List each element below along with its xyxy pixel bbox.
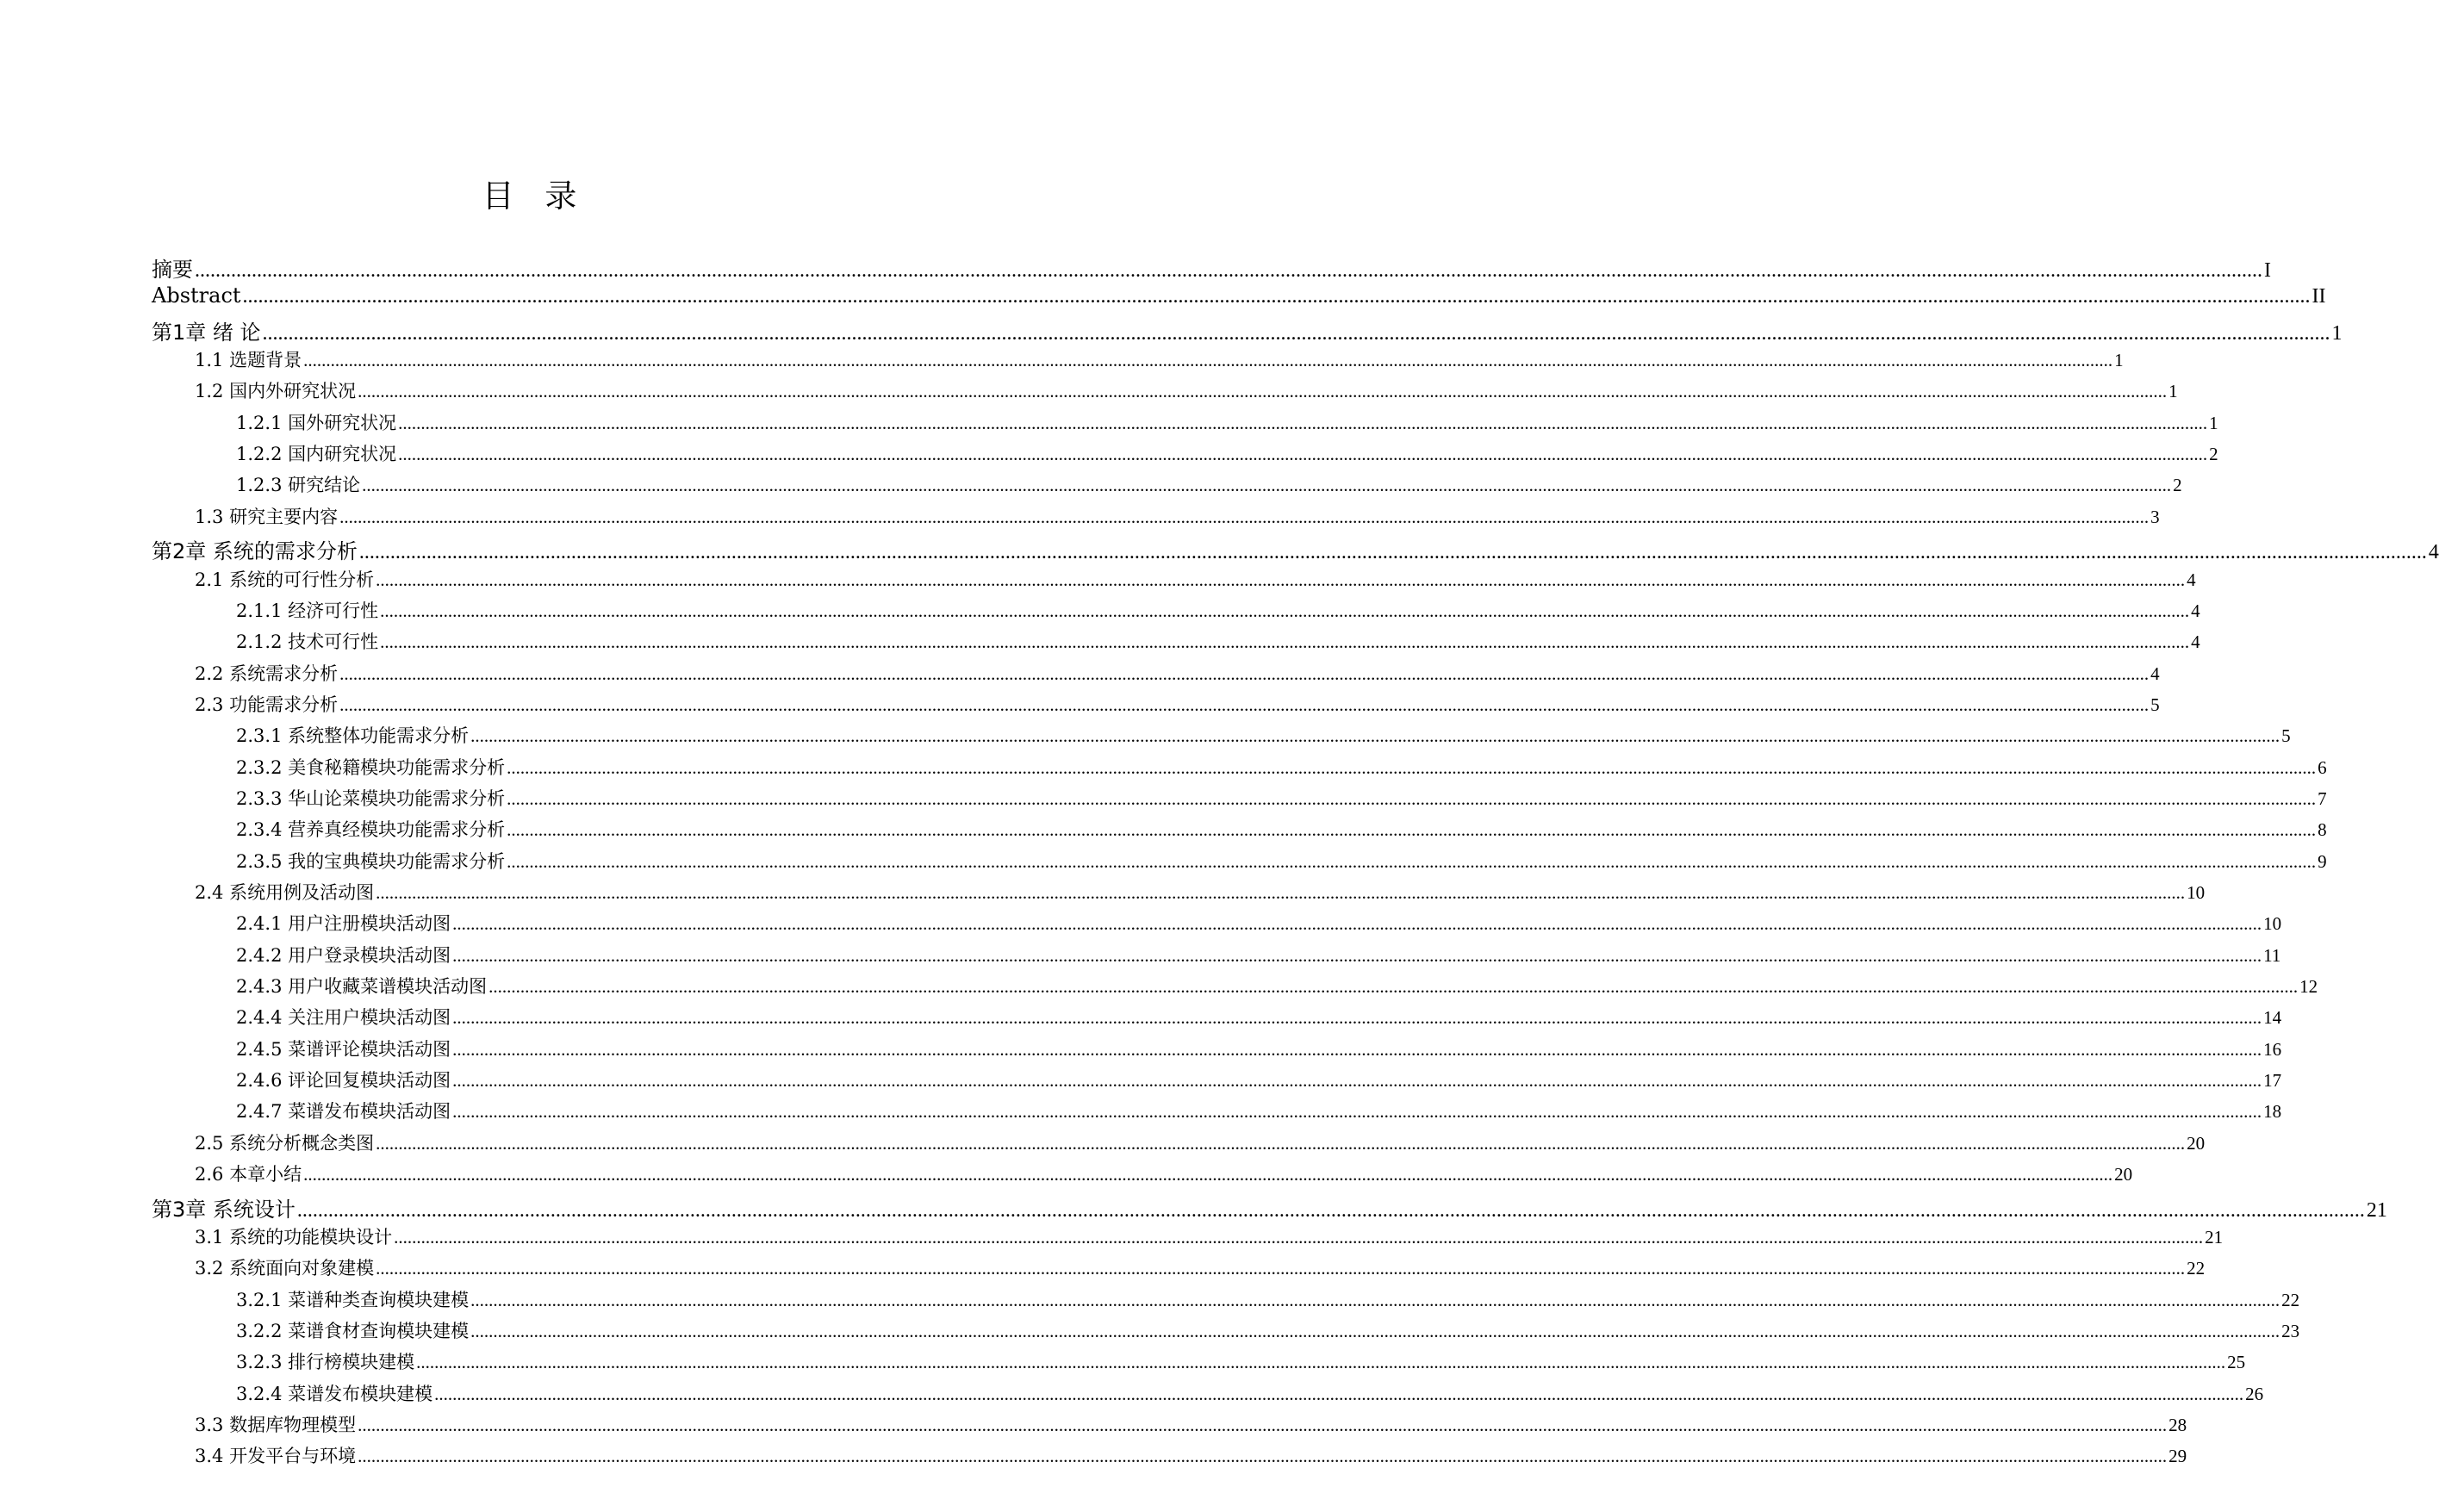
- toc-entry[interactable]: [195, 1129, 2206, 1159]
- toc-entry-page-number: 28: [2168, 1415, 2187, 1435]
- toc-entry-title: 2.1.2 技术可行性: [236, 632, 379, 652]
- toc-leader-dots: ................................................................................................................................................................................................................................................................................................................................................................................................................: [358, 1446, 2168, 1466]
- toc-leader-dots: ................................................................................................................................................................................................................................................................................................................................................................................................................: [303, 350, 2113, 370]
- toc-leader-dots: ................................................................................................................................................................................................................................................................................................................................................................................................................: [507, 788, 2317, 809]
- toc-entry[interactable]: [236, 1348, 2246, 1378]
- toc-entry-title: 3.1 系统的功能模块设计: [195, 1227, 393, 1248]
- toc-entry[interactable]: [236, 1286, 2300, 1316]
- toc-leader-dots: ................................................................................................................................................................................................................................................................................................................................................................................................................: [434, 1384, 2244, 1404]
- toc-entry-title: 第1章 绪 论: [152, 320, 261, 345]
- toc-entry-page-number: 5: [2281, 725, 2291, 746]
- toc-entry[interactable]: [236, 1036, 2282, 1065]
- toc-title: 目 录: [482, 177, 588, 215]
- toc-entry[interactable]: [236, 628, 2200, 657]
- toc-entry[interactable]: [236, 973, 2318, 1002]
- toc-leader-dots: ................................................................................................................................................................................................................................................................................................................................................................................................................: [452, 1039, 2262, 1060]
- toc-entry[interactable]: [236, 722, 2291, 751]
- toc-entry[interactable]: [236, 910, 2282, 939]
- toc-entry[interactable]: [152, 1192, 2387, 1222]
- toc-entry-page-number: 14: [2263, 1007, 2282, 1028]
- toc-leader-dots: ................................................................................................................................................................................................................................................................................................................................................................................................................: [358, 1415, 2168, 1435]
- toc-leader-dots: ................................................................................................................................................................................................................................................................................................................................................................................................................: [362, 475, 2172, 495]
- toc-entry-page-number: 5: [2150, 694, 2160, 715]
- toc-entry-page-number: 4: [2187, 569, 2196, 590]
- toc-entry-title: 3.3 数据库物理模型: [195, 1415, 357, 1435]
- toc-entry[interactable]: [236, 816, 2327, 845]
- toc-entry-title: 2.3.2 美食秘籍模块功能需求分析: [236, 757, 506, 778]
- toc-leader-dots: ................................................................................................................................................................................................................................................................................................................................................................................................................: [470, 725, 2280, 746]
- toc-entry-title: 2.4.4 关注用户模块活动图: [236, 1007, 451, 1028]
- toc-leader-dots: ................................................................................................................................................................................................................................................................................................................................................................................................................: [376, 569, 2186, 590]
- toc-entry-title: 2.4.6 评论回复模块活动图: [236, 1070, 451, 1091]
- toc-leader-dots: ................................................................................................................................................................................................................................................................................................................................................................................................................: [339, 507, 2150, 527]
- toc-entry-title: 2.5 系统分析概念类图: [195, 1133, 375, 1154]
- toc-entry-title: 3.2.1 菜谱种类查询模块建模: [236, 1290, 470, 1310]
- toc-entry-page-number: 8: [2318, 819, 2327, 840]
- toc-entry-title: 2.3.4 营养真经模块功能需求分析: [236, 819, 506, 840]
- toc-leader-dots: ................................................................................................................................................................................................................................................................................................................................................................................................................: [358, 541, 2427, 563]
- toc-entry-page-number: 16: [2263, 1039, 2282, 1060]
- toc-leader-dots: ................................................................................................................................................................................................................................................................................................................................................................................................................: [380, 632, 2190, 652]
- toc-entry[interactable]: [195, 503, 2160, 532]
- toc-entry-page-number: 2: [2209, 444, 2218, 464]
- toc-entry[interactable]: [236, 848, 2327, 877]
- toc-leader-dots: ................................................................................................................................................................................................................................................................................................................................................................................................................: [452, 1007, 2262, 1028]
- toc-entry-page-number: 4: [2191, 632, 2200, 652]
- toc-entry-title: 2.3.1 系统整体功能需求分析: [236, 725, 470, 746]
- toc-entry-title: 3.2.4 菜谱发布模块建模: [236, 1384, 433, 1404]
- toc-entry[interactable]: [236, 440, 2218, 470]
- toc-entry-title: 摘要: [152, 258, 193, 282]
- toc-entry-title: 第3章 系统设计: [152, 1198, 296, 1222]
- toc-entry-page-number: 1: [2114, 350, 2124, 370]
- toc-entry-page-number: 21: [2366, 1199, 2387, 1222]
- toc-entry-title: 第2章 系统的需求分析: [152, 539, 358, 563]
- toc-entry[interactable]: [152, 534, 2439, 563]
- toc-entry[interactable]: [236, 1317, 2300, 1347]
- toc-entry-page-number: 4: [2428, 541, 2439, 563]
- toc-entry[interactable]: [152, 252, 2271, 282]
- toc-leader-dots: ................................................................................................................................................................................................................................................................................................................................................................................................................: [452, 945, 2262, 966]
- toc-entry[interactable]: [236, 1004, 2282, 1033]
- toc-entry[interactable]: [236, 1067, 2282, 1096]
- toc-entry-page-number: 29: [2168, 1446, 2187, 1466]
- toc-entry[interactable]: [236, 471, 2182, 501]
- toc-leader-dots: ................................................................................................................................................................................................................................................................................................................................................................................................................: [398, 413, 2208, 433]
- toc-entry-title: 2.4 系统用例及活动图: [195, 882, 375, 903]
- toc-entry-page-number: 22: [2187, 1258, 2206, 1279]
- toc-entry-title: 2.1.1 经济可行性: [236, 600, 379, 621]
- toc-entry-title: 2.3.5 我的宝典模块功能需求分析: [236, 851, 506, 872]
- toc-entry-page-number: 20: [2114, 1164, 2133, 1185]
- toc-leader-dots: ................................................................................................................................................................................................................................................................................................................................................................................................................: [242, 285, 2311, 308]
- toc-leader-dots: ................................................................................................................................................................................................................................................................................................................................................................................................................: [376, 1258, 2186, 1279]
- toc-leader-dots: ................................................................................................................................................................................................................................................................................................................................................................................................................: [507, 819, 2317, 840]
- toc-entry[interactable]: [195, 1223, 2224, 1253]
- toc-leader-dots: ................................................................................................................................................................................................................................................................................................................................................................................................................: [507, 851, 2317, 872]
- toc-entry-page-number: II: [2311, 285, 2326, 308]
- toc-entry-page-number: 9: [2318, 851, 2327, 872]
- toc-leader-dots: ................................................................................................................................................................................................................................................................................................................................................................................................................: [195, 259, 2262, 282]
- toc-entry-page-number: 1: [2331, 322, 2343, 345]
- toc-entry[interactable]: [236, 1380, 2264, 1409]
- toc-entry[interactable]: [236, 1098, 2282, 1127]
- toc-entry[interactable]: [236, 785, 2327, 814]
- toc-leader-dots: ................................................................................................................................................................................................................................................................................................................................................................................................................: [452, 1070, 2262, 1091]
- toc-entry-title: 2.6 本章小结: [195, 1164, 302, 1185]
- toc-entry-title: 2.4.2 用户登录模块活动图: [236, 945, 451, 966]
- toc-entry-title: 3.2.2 菜谱食材查询模块建模: [236, 1321, 470, 1341]
- toc-leader-dots: ................................................................................................................................................................................................................................................................................................................................................................................................................: [339, 663, 2150, 684]
- toc-entry[interactable]: [236, 409, 2218, 439]
- toc-entry-page-number: 21: [2205, 1227, 2224, 1248]
- toc-entry-title: 2.4.5 菜谱评论模块活动图: [236, 1039, 451, 1060]
- toc-leader-dots: ................................................................................................................................................................................................................................................................................................................................................................................................................: [339, 694, 2150, 715]
- toc-leader-dots: ................................................................................................................................................................................................................................................................................................................................................................................................................: [376, 1133, 2186, 1154]
- toc-entry[interactable]: [152, 315, 2343, 345]
- toc-entry-title: 2.4.3 用户收藏菜谱模块活动图: [236, 976, 488, 997]
- toc-leader-dots: ................................................................................................................................................................................................................................................................................................................................................................................................................: [398, 444, 2208, 464]
- toc-entry[interactable]: [195, 1254, 2206, 1284]
- toc-entry[interactable]: [236, 754, 2327, 783]
- toc-entry-page-number: 25: [2227, 1352, 2246, 1372]
- toc-entry-title: 1.2.2 国内研究状况: [236, 444, 397, 464]
- toc-leader-dots: ................................................................................................................................................................................................................................................................................................................................................................................................................: [416, 1352, 2226, 1372]
- toc-entry-title: 2.3 功能需求分析: [195, 694, 339, 715]
- toc-entry-page-number: 18: [2263, 1101, 2282, 1122]
- toc-entry-title: 3.2 系统面向对象建模: [195, 1258, 375, 1279]
- toc-entry[interactable]: [195, 660, 2160, 689]
- toc-entry[interactable]: [236, 942, 2281, 971]
- toc-entry-title: 3.2.3 排行榜模块建模: [236, 1352, 415, 1372]
- toc-entry-page-number: 17: [2263, 1070, 2282, 1091]
- toc-entry-page-number: 4: [2150, 663, 2160, 684]
- toc-entry-page-number: 23: [2281, 1321, 2300, 1341]
- toc-entry-title: 1.3 研究主要内容: [195, 507, 339, 527]
- toc-entry[interactable]: [195, 377, 2178, 407]
- toc-entry[interactable]: [152, 283, 2326, 313]
- toc-leader-dots: ................................................................................................................................................................................................................................................................................................................................................................................................................: [507, 757, 2317, 778]
- toc-entry[interactable]: [236, 597, 2200, 626]
- toc-entry-title: 1.2.1 国外研究状况: [236, 413, 397, 433]
- toc-entry-title: 1.1 选题背景: [195, 350, 302, 370]
- toc-leader-dots: ................................................................................................................................................................................................................................................................................................................................................................................................................: [470, 1321, 2280, 1341]
- toc-entry-page-number: 12: [2299, 976, 2318, 997]
- toc-leader-dots: ................................................................................................................................................................................................................................................................................................................................................................................................................: [376, 882, 2186, 903]
- toc-entry-title: 1.2 国内外研究状况: [195, 381, 357, 401]
- toc-entry-title: 2.4.1 用户注册模块活动图: [236, 913, 451, 934]
- toc-entry[interactable]: [195, 1411, 2187, 1440]
- toc-leader-dots: ................................................................................................................................................................................................................................................................................................................................................................................................................: [296, 1199, 2365, 1222]
- toc-entry-page-number: 2: [2173, 475, 2182, 495]
- toc-entry-title: 2.1 系统的可行性分析: [195, 569, 375, 590]
- toc-leader-dots: ................................................................................................................................................................................................................................................................................................................................................................................................................: [394, 1227, 2204, 1248]
- toc-leader-dots: ................................................................................................................................................................................................................................................................................................................................................................................................................: [303, 1164, 2113, 1185]
- toc-entry-page-number: 1: [2209, 413, 2218, 433]
- toc-entry-title: 2.2 系统需求分析: [195, 663, 339, 684]
- toc-entry-title: 1.2.3 研究结论: [236, 475, 361, 495]
- toc-leader-dots: ................................................................................................................................................................................................................................................................................................................................................................................................................: [262, 322, 2330, 345]
- toc-entry[interactable]: [195, 879, 2206, 908]
- toc-entry[interactable]: [195, 1160, 2133, 1190]
- toc-entry-page-number: 26: [2245, 1384, 2264, 1404]
- toc-entry[interactable]: [195, 1442, 2187, 1472]
- toc-entry-page-number: 6: [2318, 757, 2327, 778]
- toc-entry[interactable]: [195, 566, 2196, 595]
- toc-leader-dots: ................................................................................................................................................................................................................................................................................................................................................................................................................: [380, 600, 2190, 621]
- toc-entry-page-number: 4: [2191, 600, 2200, 621]
- toc-leader-dots: ................................................................................................................................................................................................................................................................................................................................................................................................................: [470, 1290, 2280, 1310]
- toc-entry-page-number: 1: [2168, 381, 2178, 401]
- toc-leader-dots: ................................................................................................................................................................................................................................................................................................................................................................................................................: [358, 381, 2168, 401]
- toc-entry-page-number: 20: [2187, 1133, 2206, 1154]
- toc-entry-page-number: 11: [2263, 945, 2281, 966]
- toc-entry-title: 2.4.7 菜谱发布模块活动图: [236, 1101, 451, 1122]
- toc-leader-dots: ................................................................................................................................................................................................................................................................................................................................................................................................................: [452, 1101, 2262, 1122]
- toc-leader-dots: ................................................................................................................................................................................................................................................................................................................................................................................................................: [452, 913, 2262, 934]
- toc-entry-title: 3.4 开发平台与环境: [195, 1446, 357, 1466]
- toc-entry-page-number: I: [2264, 259, 2271, 282]
- toc-entry-page-number: 3: [2150, 507, 2160, 527]
- toc-entry[interactable]: [195, 691, 2160, 720]
- toc-entry-title: Abstract: [152, 283, 241, 308]
- toc-entry[interactable]: [195, 346, 2124, 376]
- toc-leader-dots: ................................................................................................................................................................................................................................................................................................................................................................................................................: [488, 976, 2299, 997]
- toc-entry-page-number: 22: [2281, 1290, 2300, 1310]
- toc-entry-page-number: 10: [2187, 882, 2206, 903]
- toc-entry-page-number: 7: [2318, 788, 2327, 809]
- toc-entry-title: 2.3.3 华山论菜模块功能需求分析: [236, 788, 506, 809]
- toc-entry-page-number: 10: [2263, 913, 2282, 934]
